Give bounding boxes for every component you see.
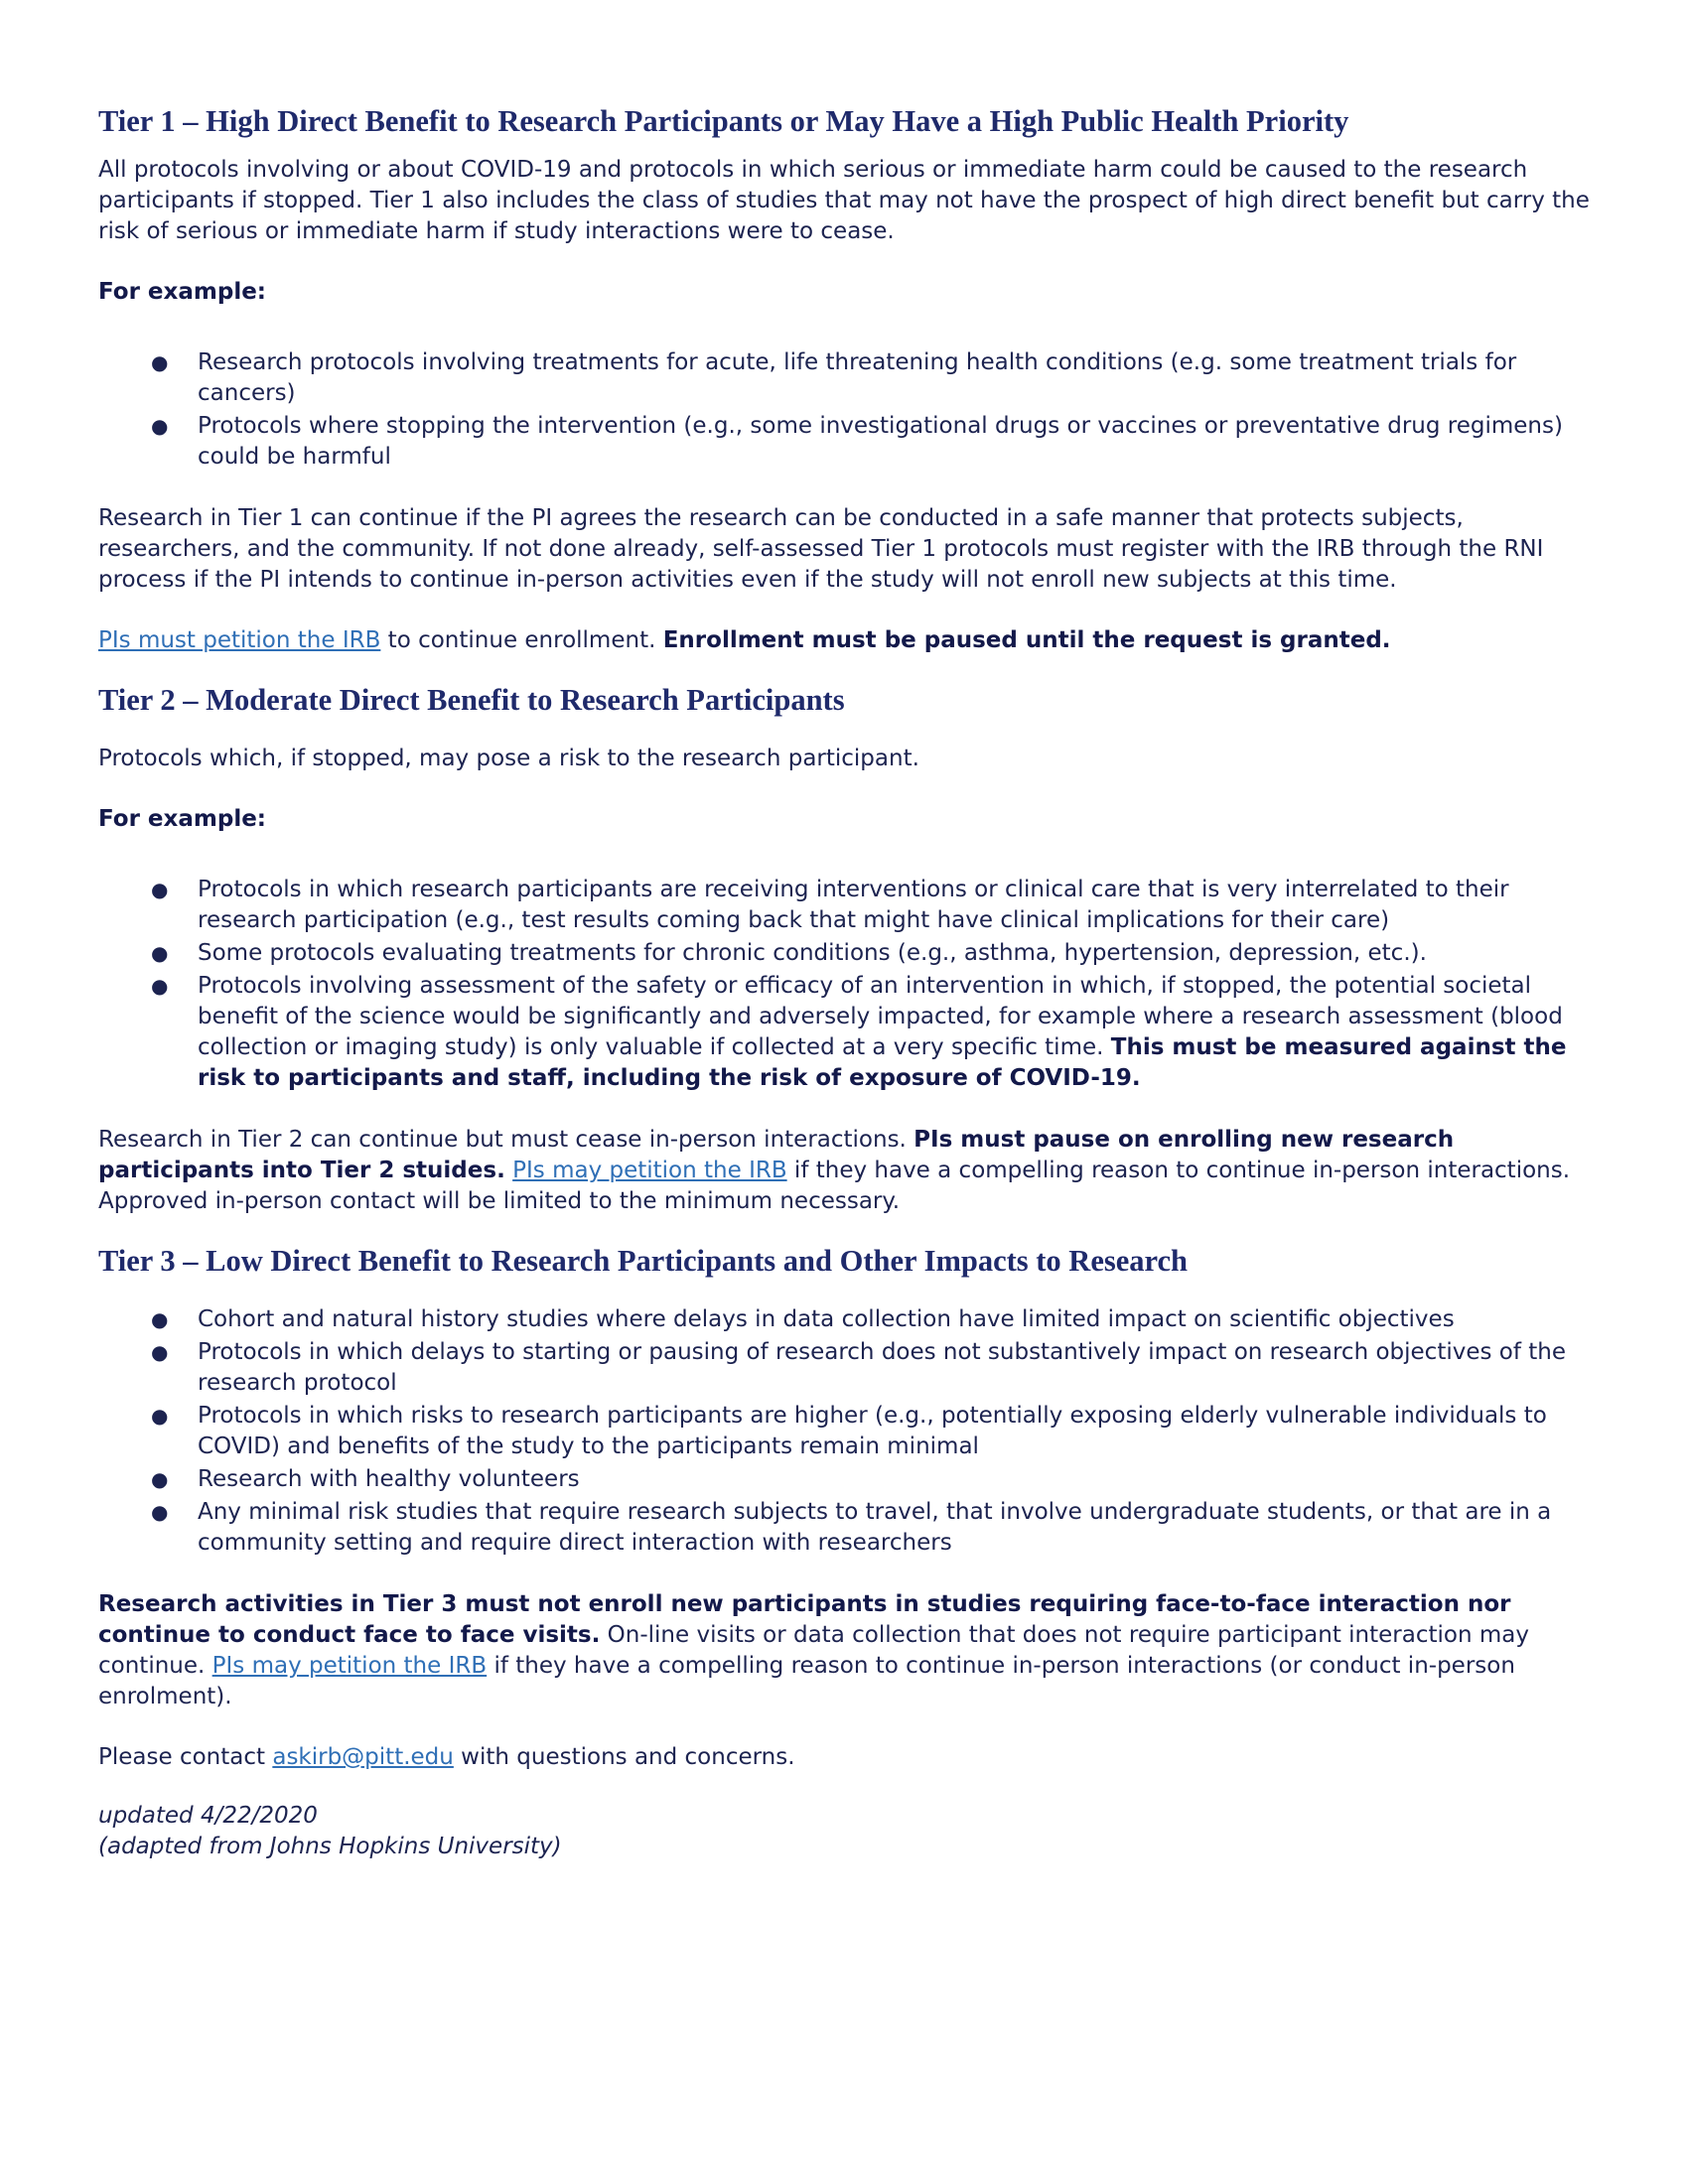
tier1-enrollment-notice: Enrollment must be paused until the request is granted. bbox=[662, 627, 1391, 653]
tier1-example-list bbox=[98, 347, 1593, 473]
bullet-icon: ● bbox=[151, 974, 169, 998]
list-item: ● Any minimal risk studies that require research subjects to travel, that involve undergraduate students, or that are in a community setting and require direct interaction with researchers bbox=[151, 1499, 1552, 1556]
tier2-petition-link[interactable]: PIs may petition the IRB bbox=[512, 1158, 787, 1183]
tier1-continue-text: Research in Tier 1 can continue if the PI agrees the research can be conducted in a safe manner that protects subjects, researchers, and the community. If not done already, self-assessed Tier 1 protocols must register with the IRB through the RNI process if the PI intends to continue in-person activities even if the study will not enroll new subjects at this time. bbox=[98, 505, 1544, 593]
bullet-icon: ● bbox=[151, 1340, 169, 1364]
email-link[interactable]: askirb@pitt.edu bbox=[272, 1744, 454, 1770]
tier1-example-label: For example: bbox=[98, 279, 266, 305]
tier2-example-label: For example: bbox=[98, 806, 266, 832]
contact-paragraph: Please contact askirb@pitt.edu with questions and concerns. bbox=[98, 1744, 795, 1770]
list-item: ● Research with healthy volunteers bbox=[98, 1464, 1593, 1495]
document-content bbox=[98, 97, 1593, 1862]
tier3-closing-paragraph: Research activities in Tier 3 must not enroll new participants in studies requiring face-to-face interaction nor continue to conduct face to face visits. On-line visits or data collection that does not require participant interaction may continue. PIs may petition the IRB if they have a compelling reason to continue in-person interactions (or conduct in-person enrolment). bbox=[98, 1591, 1529, 1709]
bullet-icon: ● bbox=[151, 1500, 169, 1524]
bullet-icon: ● bbox=[151, 1404, 169, 1428]
list-item: ● Protocols in which risks to research participants are higher (e.g., potentially exposing elderly vulnerable individuals to COVID) and benefits of the study to the participants remain minimal bbox=[151, 1403, 1547, 1459]
bullet-icon: ● bbox=[151, 878, 169, 901]
list-item: ● Cohort and natural history studies where delays in data collection have limited impact on scientific objectives bbox=[98, 1304, 1593, 1335]
tier3-petition-link[interactable]: PIs may petition the IRB bbox=[211, 1653, 488, 1679]
list-item: ● Protocols involving assessment of the safety or efficacy of an intervention in which, if stopped, the potential societal benefit of the science would be significantly and adversely impacted, for example where a research assessment (blood collection or imaging study) is only valuable if collected at a very specific time. This must be measured against the risk to participants and staff, including the risk of exposure of COVID-19. bbox=[151, 973, 1567, 1091]
tier3-heading: Tier 3 – Low Direct Benefit to Research Participants and Other Impacts to Research bbox=[98, 1244, 1189, 1278]
list-item: ● Some protocols evaluating treatments for chronic conditions (e.g., asthma, hypertension, depression, etc.). bbox=[98, 938, 1593, 969]
list-item: ● Research protocols involving treatments for acute, life threatening health conditions (e.g. some treatment trials for cancers) bbox=[151, 349, 1517, 406]
bullet-icon: ● bbox=[151, 350, 169, 374]
tier2-example-list bbox=[98, 875, 1593, 1094]
tier1-intro: All protocols involving or about COVID-19 and protocols in which serious or immediate harm could be caused to the research participants if stopped. Tier 1 also includes the class of studies that may not have the prospect of high direct benefit but carry the risk of serious or immediate harm if study interactions were to cease. bbox=[98, 157, 1590, 244]
tier2-heading: Tier 2 – Moderate Direct Benefit to Research Participants bbox=[98, 683, 845, 717]
bullet-icon: ● bbox=[151, 1467, 169, 1491]
tier1-petition-link[interactable]: PIs must petition the IRB bbox=[98, 627, 381, 653]
bullet-icon: ● bbox=[151, 414, 169, 438]
tier2-intro: Protocols which, if stopped, may pose a risk to the research participant. bbox=[98, 746, 919, 771]
adapted-note: (adapted from Johns Hopkins University) bbox=[98, 1834, 562, 1859]
tier3-list bbox=[98, 1304, 1593, 1559]
updated-date: updated 4/22/2020 bbox=[98, 1803, 318, 1829]
tier1-petition-paragraph: PIs must petition the IRB to continue enrollment. Enrollment must be paused until the request is granted. bbox=[98, 627, 1391, 653]
list-item: ● Protocols where stopping the intervention (e.g., some investigational drugs or vaccines or preventative drug regimens) could be harmful bbox=[151, 413, 1563, 470]
bullet-icon: ● bbox=[151, 941, 169, 965]
tier1-heading: Tier 1 – High Direct Benefit to Research Participants or May Have a High Public Health Priority bbox=[98, 104, 1349, 138]
tier2-continue-paragraph: Research in Tier 2 can continue but must cease in-person interactions. PIs must pause on enrolling new research participants into Tier 2 stuides. PIs may petition the IRB if they have a compelling reason to continue in-person interactions. Approved in-person contact will be limited to the minimum necessary. bbox=[98, 1127, 1571, 1214]
list-item: ● Protocols in which delays to starting or pausing of research does not substantively impact on research objectives of the research protocol bbox=[151, 1339, 1567, 1396]
list-item: ● Protocols in which research participants are receiving interventions or clinical care that is very interrelated to their research participation (e.g., test results coming back that might have clinical implications for their care) bbox=[151, 877, 1509, 933]
bullet-icon: ● bbox=[151, 1307, 169, 1331]
